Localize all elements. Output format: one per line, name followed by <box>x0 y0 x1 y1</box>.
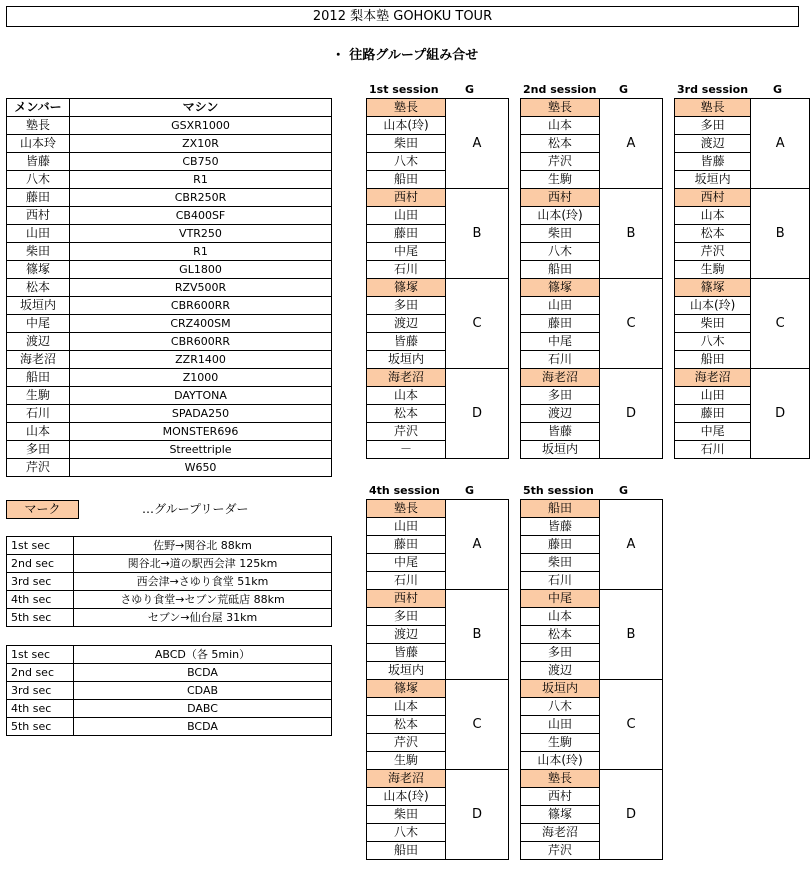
group-member: 渡辺 <box>521 662 600 680</box>
group-leader: 西村 <box>367 189 446 207</box>
machine-name: RZV500R <box>70 279 332 297</box>
group-member: 多田 <box>521 644 600 662</box>
machine-name: SPADA250 <box>70 405 332 423</box>
group-member: 坂垣内 <box>675 171 751 189</box>
group-member: 柴田 <box>675 315 751 333</box>
session-group-table <box>366 98 509 459</box>
order-row <box>7 718 332 736</box>
session-header <box>366 484 494 498</box>
group-letter: A <box>600 500 663 590</box>
group-member: 坂垣内 <box>521 441 600 459</box>
route-description: さゆり食堂→セブン荒砥店 88km <box>74 591 332 609</box>
route-section: 1st sec <box>7 537 74 555</box>
group-member-row <box>367 770 509 788</box>
group-member: 山本(玲) <box>521 207 600 225</box>
group-member: 山本(玲) <box>367 117 446 135</box>
member-row <box>7 171 332 189</box>
page-title: 2012 梨本塾 GOHOKU TOUR <box>6 6 799 27</box>
group-member-row <box>367 500 509 518</box>
order-section: 1st sec <box>7 646 74 664</box>
member-row <box>7 117 332 135</box>
member-name: 皆藤 <box>7 153 70 171</box>
group-letter: A <box>600 99 663 189</box>
group-leader: 中尾 <box>521 590 600 608</box>
group-member: 山本 <box>521 117 600 135</box>
machine-name: GSXR1000 <box>70 117 332 135</box>
group-letter: B <box>751 189 810 279</box>
machine-name: GL1800 <box>70 261 332 279</box>
order-table <box>6 645 332 736</box>
group-member: 海老沼 <box>521 824 600 842</box>
member-row <box>7 423 332 441</box>
group-column-label: G <box>619 83 629 96</box>
group-member-row <box>521 99 663 117</box>
group-member: 石川 <box>675 441 751 459</box>
order-sequence: BCDA <box>74 718 332 736</box>
group-letter: C <box>600 680 663 770</box>
group-member-row <box>521 189 663 207</box>
machine-name: CB400SF <box>70 207 332 225</box>
group-letter: D <box>751 369 810 459</box>
group-member: 渡辺 <box>521 405 600 423</box>
group-member-row <box>521 500 663 518</box>
group-member: 山本(玲) <box>521 752 600 770</box>
group-member: 八木 <box>367 153 446 171</box>
group-leader: 西村 <box>675 189 751 207</box>
order-sequence: ABCD（各 5min） <box>74 646 332 664</box>
group-member: 松本 <box>675 225 751 243</box>
group-member: 藤田 <box>521 315 600 333</box>
machine-name: W650 <box>70 459 332 477</box>
machine-name: CBR600RR <box>70 333 332 351</box>
group-member: 山田 <box>367 207 446 225</box>
group-member: 松本 <box>521 626 600 644</box>
order-row <box>7 646 332 664</box>
group-column-label: G <box>773 83 783 96</box>
group-leader: 篠塚 <box>675 279 751 297</box>
route-section: 5th sec <box>7 609 74 627</box>
group-member: 皆藤 <box>521 423 600 441</box>
group-member: 皆藤 <box>675 153 751 171</box>
group-member: 石川 <box>367 572 446 590</box>
order-section: 3rd sec <box>7 682 74 700</box>
group-letter: D <box>446 770 509 860</box>
group-member-row <box>521 680 663 698</box>
group-leader: 海老沼 <box>675 369 751 387</box>
member-name: 山本 <box>7 423 70 441</box>
group-member: 石川 <box>521 572 600 590</box>
group-letter: A <box>751 99 810 189</box>
members-header-member: メンバー <box>7 99 70 117</box>
member-row <box>7 297 332 315</box>
group-leader: 塾長 <box>675 99 751 117</box>
member-row <box>7 351 332 369</box>
group-letter: B <box>446 590 509 680</box>
group-member: 多田 <box>367 608 446 626</box>
member-row <box>7 153 332 171</box>
group-member: 船田 <box>367 171 446 189</box>
route-table <box>6 536 332 627</box>
member-row <box>7 225 332 243</box>
machine-name: CBR600RR <box>70 297 332 315</box>
member-name: 藤田 <box>7 189 70 207</box>
group-member-row <box>367 590 509 608</box>
member-row <box>7 279 332 297</box>
group-member: 芹沢 <box>367 734 446 752</box>
member-name: 篠塚 <box>7 261 70 279</box>
group-leader: 船田 <box>521 500 600 518</box>
group-member: 柴田 <box>521 225 600 243</box>
group-member: 石川 <box>367 261 446 279</box>
group-member: 山本 <box>367 387 446 405</box>
route-section: 4th sec <box>7 591 74 609</box>
order-section: 4th sec <box>7 700 74 718</box>
member-row <box>7 333 332 351</box>
group-member: 皆藤 <box>367 333 446 351</box>
session-header <box>520 83 648 97</box>
group-member-row <box>521 369 663 387</box>
session-label: 1st session <box>369 83 439 96</box>
route-row <box>7 573 332 591</box>
section-subtitle: ・ 往路グループ組み合せ <box>331 48 479 63</box>
session-group-table <box>674 98 810 459</box>
session-group-table <box>366 499 509 860</box>
group-member: 渡辺 <box>675 135 751 153</box>
group-member: 山田 <box>521 297 600 315</box>
member-name: 海老沼 <box>7 351 70 369</box>
member-name: 西村 <box>7 207 70 225</box>
group-member: 八木 <box>367 824 446 842</box>
group-member-row <box>675 369 810 387</box>
member-row <box>7 369 332 387</box>
group-member: 船田 <box>675 351 751 369</box>
group-member: 多田 <box>367 297 446 315</box>
group-member: 坂垣内 <box>367 351 446 369</box>
order-sequence: CDAB <box>74 682 332 700</box>
group-column-label: G <box>619 484 629 497</box>
route-row <box>7 537 332 555</box>
member-name: 坂垣内 <box>7 297 70 315</box>
order-row <box>7 682 332 700</box>
group-letter: B <box>446 189 509 279</box>
group-member: 松本 <box>367 405 446 423</box>
group-member: 藤田 <box>367 536 446 554</box>
member-row <box>7 261 332 279</box>
route-section: 2nd sec <box>7 555 74 573</box>
member-row <box>7 135 332 153</box>
machine-name: R1 <box>70 171 332 189</box>
group-letter: A <box>446 500 509 590</box>
member-name: 山田 <box>7 225 70 243</box>
group-member: 八木 <box>675 333 751 351</box>
group-column-label: G <box>465 484 475 497</box>
group-letter: D <box>446 369 509 459</box>
group-member: 藤田 <box>521 536 600 554</box>
group-member: 多田 <box>675 117 751 135</box>
machine-name: VTR250 <box>70 225 332 243</box>
order-sequence: BCDA <box>74 664 332 682</box>
member-name: 芹沢 <box>7 459 70 477</box>
group-member: 山本(玲) <box>367 788 446 806</box>
route-section: 3rd sec <box>7 573 74 591</box>
group-member: 生駒 <box>521 171 600 189</box>
group-member: 山田 <box>367 518 446 536</box>
group-member: 中尾 <box>367 554 446 572</box>
group-letter: A <box>446 99 509 189</box>
group-member: 芹沢 <box>521 153 600 171</box>
session-group-table <box>520 499 663 860</box>
group-member-row <box>367 99 509 117</box>
member-name: 松本 <box>7 279 70 297</box>
machine-name: Z1000 <box>70 369 332 387</box>
group-member: 柴田 <box>367 806 446 824</box>
group-leader: 西村 <box>367 590 446 608</box>
group-member-row <box>367 680 509 698</box>
group-leader: 篠塚 <box>367 279 446 297</box>
session-header <box>674 83 802 97</box>
group-member: 松本 <box>367 716 446 734</box>
group-member: 芹沢 <box>367 423 446 441</box>
session-group-table <box>520 98 663 459</box>
members-table <box>6 98 332 477</box>
group-member: 山本 <box>675 207 751 225</box>
group-leader: 海老沼 <box>367 369 446 387</box>
order-section: 2nd sec <box>7 664 74 682</box>
group-member: 篠塚 <box>521 806 600 824</box>
route-row <box>7 609 332 627</box>
route-description: 関谷北→道の駅西会津 125km <box>74 555 332 573</box>
machine-name: CRZ400SM <box>70 315 332 333</box>
leader-mark-description: …グループリーダー <box>142 502 249 516</box>
machine-name: CB750 <box>70 153 332 171</box>
group-member: 皆藤 <box>521 518 600 536</box>
group-member: 柴田 <box>367 135 446 153</box>
member-row <box>7 387 332 405</box>
member-name: 渡辺 <box>7 333 70 351</box>
group-letter: D <box>600 369 663 459</box>
group-member: 山本 <box>367 698 446 716</box>
group-member: 芹沢 <box>521 842 600 860</box>
group-member: 中尾 <box>675 423 751 441</box>
group-letter: C <box>751 279 810 369</box>
member-name: 石川 <box>7 405 70 423</box>
session-label: 4th session <box>369 484 440 497</box>
group-letter: C <box>600 279 663 369</box>
group-member-row <box>367 189 509 207</box>
order-row <box>7 664 332 682</box>
group-leader: 篠塚 <box>367 680 446 698</box>
member-name: 塾長 <box>7 117 70 135</box>
session-label: 5th session <box>523 484 594 497</box>
member-row <box>7 243 332 261</box>
machine-name: ZZR1400 <box>70 351 332 369</box>
machine-name: Streettriple <box>70 441 332 459</box>
member-row <box>7 315 332 333</box>
group-member-row <box>367 369 509 387</box>
members-header-machine: マシン <box>70 99 332 117</box>
group-member: 山本(玲) <box>675 297 751 315</box>
order-row <box>7 700 332 718</box>
member-name: 中尾 <box>7 315 70 333</box>
group-member-row <box>675 99 810 117</box>
group-letter: B <box>600 189 663 279</box>
group-member: 渡辺 <box>367 626 446 644</box>
member-name: 山本玲 <box>7 135 70 153</box>
group-member-row <box>367 279 509 297</box>
member-name: 船田 <box>7 369 70 387</box>
group-letter: B <box>600 590 663 680</box>
group-member-row <box>675 189 810 207</box>
group-member: 藤田 <box>675 405 751 423</box>
session-header <box>366 83 494 97</box>
leader-mark-legend: マーク <box>6 500 79 519</box>
group-member: 皆藤 <box>367 644 446 662</box>
group-member: 松本 <box>521 135 600 153</box>
machine-name: CBR250R <box>70 189 332 207</box>
group-leader: 塾長 <box>521 99 600 117</box>
route-description: 佐野→関谷北 88km <box>74 537 332 555</box>
group-member: 八木 <box>521 243 600 261</box>
member-row <box>7 207 332 225</box>
member-row <box>7 189 332 207</box>
route-row <box>7 591 332 609</box>
route-description: セブン→仙台屋 31km <box>74 609 332 627</box>
member-name: 柴田 <box>7 243 70 261</box>
machine-name: R1 <box>70 243 332 261</box>
route-description: 西会津→さゆり食堂 51km <box>74 573 332 591</box>
group-leader: 塾長 <box>367 99 446 117</box>
group-member: 山田 <box>521 716 600 734</box>
group-member: 多田 <box>521 387 600 405</box>
group-member: 石川 <box>521 351 600 369</box>
group-member: 西村 <box>521 788 600 806</box>
machine-name: ZX10R <box>70 135 332 153</box>
group-member: 山田 <box>675 387 751 405</box>
group-member: 柴田 <box>521 554 600 572</box>
group-member-row <box>521 279 663 297</box>
group-member: 山本 <box>521 608 600 626</box>
group-leader: 塾長 <box>521 770 600 788</box>
group-letter: C <box>446 680 509 770</box>
group-leader: 海老沼 <box>521 369 600 387</box>
group-member: 八木 <box>521 698 600 716</box>
group-member: 生駒 <box>521 734 600 752</box>
group-leader: 篠塚 <box>521 279 600 297</box>
group-member: 船田 <box>521 261 600 279</box>
group-member: － <box>367 441 446 459</box>
group-column-label: G <box>465 83 475 96</box>
group-member: 藤田 <box>367 225 446 243</box>
member-row <box>7 459 332 477</box>
group-leader: 塾長 <box>367 500 446 518</box>
group-leader: 坂垣内 <box>521 680 600 698</box>
group-member: 生駒 <box>675 261 751 279</box>
group-member-row <box>521 770 663 788</box>
order-sequence: DABC <box>74 700 332 718</box>
group-member: 船田 <box>367 842 446 860</box>
group-letter: C <box>446 279 509 369</box>
member-name: 多田 <box>7 441 70 459</box>
session-label: 2nd session <box>523 83 597 96</box>
session-label: 3rd session <box>677 83 749 96</box>
machine-name: MONSTER696 <box>70 423 332 441</box>
order-section: 5th sec <box>7 718 74 736</box>
group-member: 渡辺 <box>367 315 446 333</box>
member-name: 生駒 <box>7 387 70 405</box>
group-leader: 西村 <box>521 189 600 207</box>
group-leader: 海老沼 <box>367 770 446 788</box>
member-name: 八木 <box>7 171 70 189</box>
route-row <box>7 555 332 573</box>
session-header <box>520 484 648 498</box>
group-member-row <box>521 590 663 608</box>
group-member: 芹沢 <box>675 243 751 261</box>
group-member: 中尾 <box>521 333 600 351</box>
member-row <box>7 441 332 459</box>
group-member: 生駒 <box>367 752 446 770</box>
group-member: 坂垣内 <box>367 662 446 680</box>
machine-name: DAYTONA <box>70 387 332 405</box>
group-member-row <box>675 279 810 297</box>
group-letter: D <box>600 770 663 860</box>
group-member: 中尾 <box>367 243 446 261</box>
member-row <box>7 405 332 423</box>
